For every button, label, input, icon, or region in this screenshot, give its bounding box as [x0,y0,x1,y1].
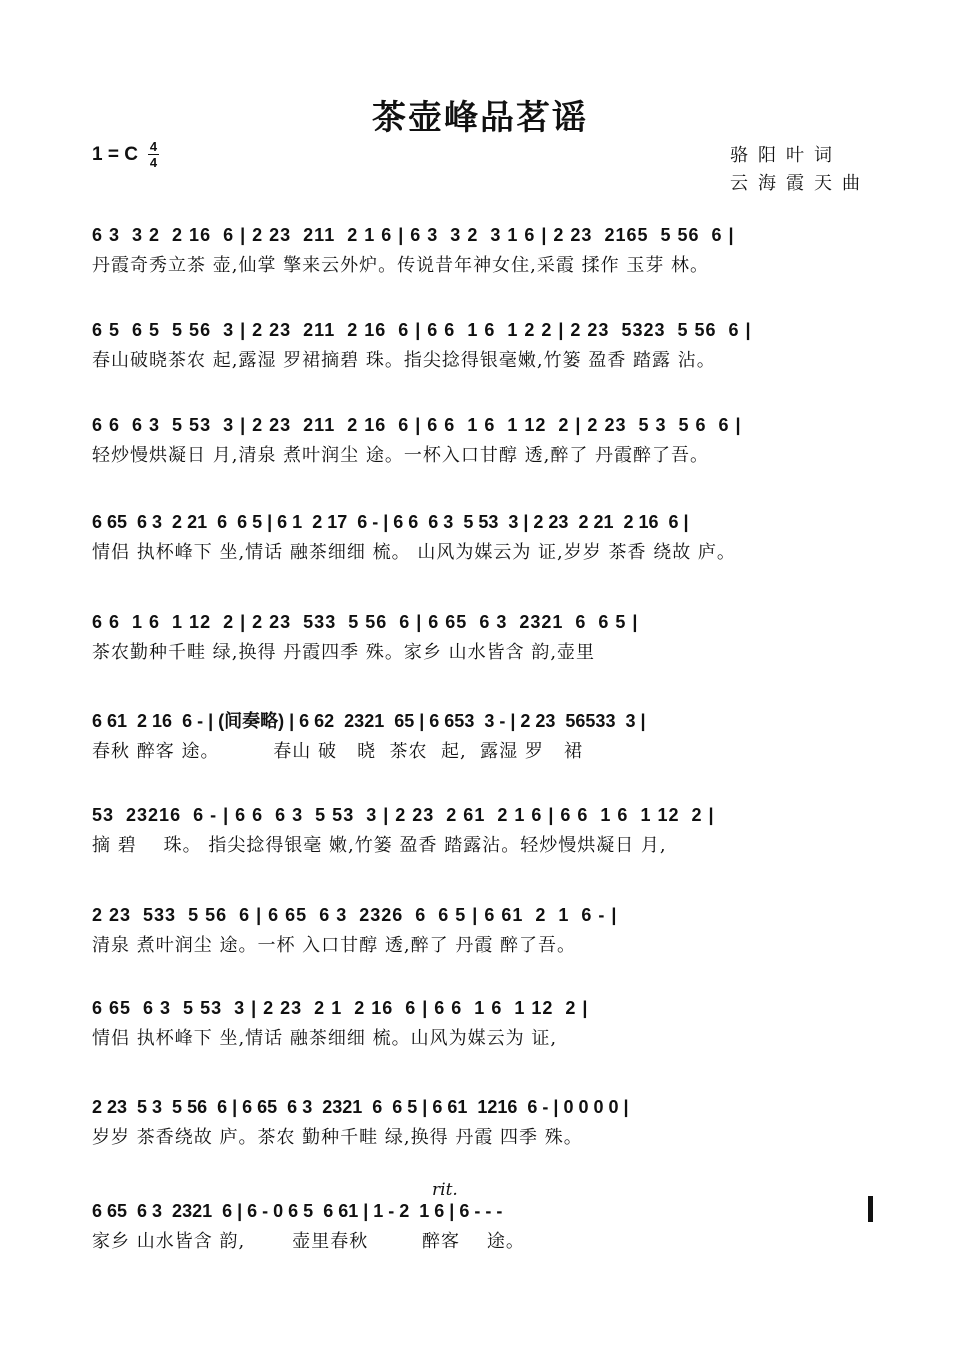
lyric-line: 春秋 醉客 途。 春山 破 晓 茶农 起, 露湿 罗 裙 [92,741,584,762]
lyric-line: 清泉 煮叶润尘 途。一杯 入口甘醇 透,醉了 丹霞 醉了吾。 [92,935,577,956]
lyric-line: 丹霞奇秀立茶 壶,仙掌 擎来云外炉。传说昔年神女住,采霞 揉作 玉芽 林。 [92,255,710,276]
score-row-4 [92,507,878,567]
notation-line: 2 23 5 3 5 56 6 | 6 65 6 3 2321 6 6 5 | 6 61 1216 6 - | 0 0 0 0 | [92,1097,629,1117]
score-row-3 [92,410,878,470]
composer-credit: 云海霞天曲 [730,173,870,194]
final-barline [868,1196,873,1222]
notation-line: 6 65 6 3 2321 6 | 6 - 0 6 5 6 61 | 1 - 2 1 6 | 6 - - - [92,1201,503,1221]
score-row-5 [92,607,878,667]
lyric-line: 家乡 山水皆含 韵, 壶里春秋 醉客 途。 [92,1231,525,1252]
score-row-10 [92,1092,878,1152]
notation-line: 6 6 1 6 1 12 2 | 2 23 533 5 56 6 | 6 65 6 3 2321 6 6 5 | [92,612,639,632]
score-row-1 [92,220,878,280]
score-row-7 [92,800,878,860]
lyric-line: 情侣 执杯峰下 坐,情话 融茶细细 梳。 山风为媒云为 证,岁岁 茶香 绕故 庐。 [92,542,736,563]
time-signature [148,140,159,169]
score-row-6 [92,706,878,766]
lyricist-credit: 骆阳叶词 [730,145,842,166]
key-signature [92,140,159,169]
time-signature-beats: 4 [149,139,158,154]
song-title: 茶壶峰品茗谣 [372,98,588,138]
lyric-line: 春山破晓茶农 起,露湿 罗裙摘碧 珠。指尖捻得银毫嫩,竹篓 盈香 踏露 沾。 [92,350,716,371]
credits [730,142,870,198]
score-row-2 [92,315,878,375]
score-row-11 [92,1196,878,1256]
lyric-line: 轻炒慢烘凝日 月,清泉 煮叶润尘 途。一杯入口甘醇 透,醉了 丹霞醉了吾。 [92,445,710,466]
lyric-line: 摘 碧 珠。 指尖捻得银毫 嫩,竹篓 盈香 踏露沾。轻炒慢烘凝日 月, [92,835,667,856]
ritardando-mark: rit. [432,1180,458,1200]
notation-line: 53 23216 6 - | 6 6 6 3 5 53 3 | 2 23 2 61 2 1 6 | 6 6 1 6 1 12 2 | [92,805,715,825]
notation-line: 6 3 3 2 2 16 6 | 2 23 211 2 1 6 | 6 3 3 2 3 1 6 | 2 23 2165 5 56 6 | [92,225,735,245]
notation-line: 2 23 533 5 56 6 | 6 65 6 3 2326 6 6 5 | 6 61 2 1 6 - | [92,905,618,925]
notation-line: 6 6 6 3 5 53 3 | 2 23 211 2 16 6 | 6 6 1 6 1 12 2 | 2 23 5 3 5 6 6 | [92,415,742,435]
lyric-line: 岁岁 茶香绕故 庐。茶农 勤种千畦 绿,换得 丹霞 四季 殊。 [92,1127,583,1148]
notation-line: 6 65 6 3 5 53 3 | 2 23 2 1 2 16 6 | 6 6 1 6 1 12 2 | [92,998,589,1018]
key-label: 1 = C [92,143,138,165]
lyric-line: 情侣 执杯峰下 坐,情话 融茶细细 梳。山风为媒云为 证, [92,1028,558,1049]
time-signature-unit: 4 [149,155,158,170]
notation-line: 6 5 6 5 5 56 3 | 2 23 211 2 16 6 | 6 6 1 6 1 2 2 | 2 23 5323 5 56 6 | [92,320,752,340]
notation-line: 6 65 6 3 2 21 6 6 5 | 6 1 2 17 6 - | 6 6 6 3 5 53 3 | 2 23 2 21 2 16 6 | [92,512,689,532]
score-row-9 [92,993,878,1053]
score-row-8 [92,900,878,960]
lyric-line: 茶农勤种千畦 绿,换得 丹霞四季 殊。家乡 山水皆含 韵,壶里 [92,642,596,663]
notation-line: 6 61 2 16 6 - | (间奏略) | 6 62 2321 65 | 6 653 3 - | 2 23 56533 3 | [92,711,646,731]
